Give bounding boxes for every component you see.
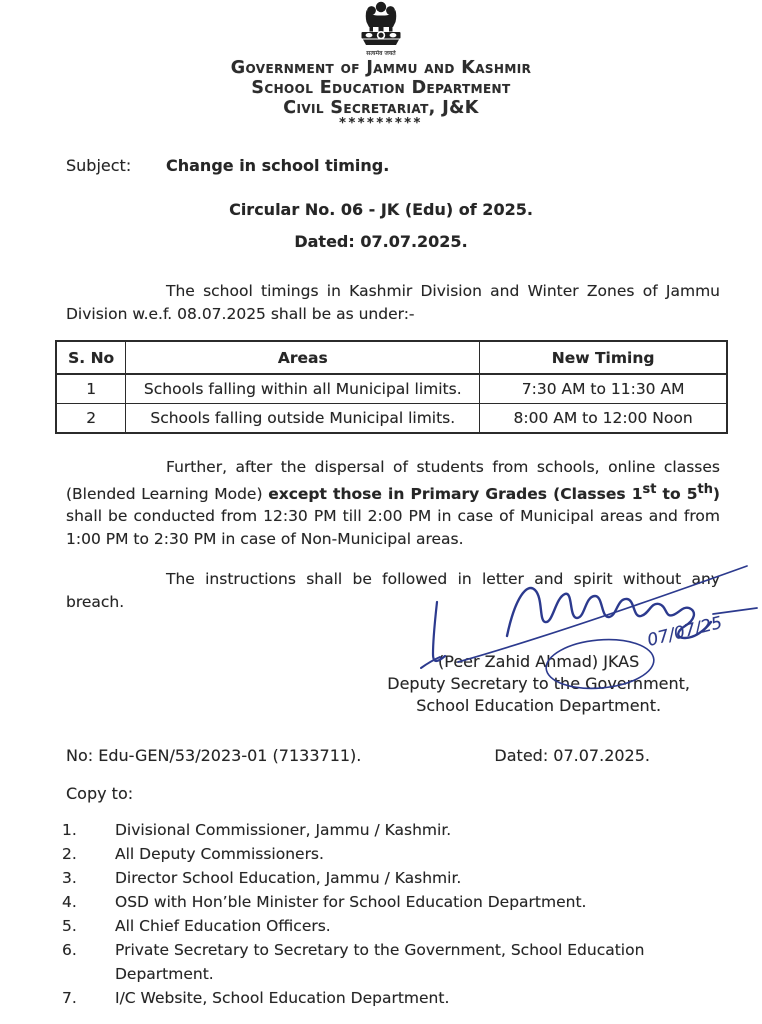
paragraph-school-timings: The school timings in Kashmir Division and Winter Zones of Jammu Division w.e.f. 08.07.2025 shall be as under:- [66,282,720,323]
timings-table-header-row [56,341,727,374]
letterhead [0,0,762,130]
letterhead-secretariat-line: Civil Secretariat, J&K [283,98,479,118]
timings-row1-sno: 1 [56,374,126,404]
reference-row [66,746,650,765]
timings-row2-sno: 2 [56,404,126,434]
list-item: 1. Divisional Commissioner, Jammu / Kashmir. [62,821,452,840]
copy-to-list [62,818,717,1010]
timings-row2-area: Schools falling outside Municipal limits. [126,404,480,434]
subject-row [66,156,722,175]
timings-table-header-new-timing: New Timing [480,341,727,374]
circular-number-line: Circular No. 06 - JK (Edu) of 2025. [229,200,533,219]
circular-date-line: Dated: 07.07.2025. [294,232,468,251]
para2-text: Further, after the dispersal of students from schools, online classes (Blended Learning Mode) [66,458,720,503]
list-item: 2. All Deputy Commissioners. [62,845,324,864]
signatory-department: School Education Department. [416,696,662,716]
list-item: 3. Director School Education, Jammu / Kashmir. [62,869,462,888]
subject-label: Subject: [66,156,132,175]
signature-block [387,651,690,717]
subject-value: Change in school timing. [166,156,390,175]
timings-row1-area: Schools falling within all Municipal limits. [126,374,480,404]
list-item: 7. I/C Website, School Education Department. [62,989,450,1008]
copy-to-label: Copy to: [66,784,134,804]
reference-number: No: Edu-GEN/53/2023-01 (7133711). [66,746,362,766]
letterhead-department-line: School Education Department [251,78,511,98]
list-item: 6. Private Secretary to Secretary to the Government, School Education Department. [62,941,645,984]
timings-row2-timing: 8:00 AM to 12:00 Noon [480,404,727,434]
timings-row1-timing: 7:30 AM to 11:30 AM [480,374,727,404]
timings-table-header-sno: S. No [56,341,126,374]
table-row [56,374,727,404]
paragraph-instructions: The instructions shall be followed in letter and spirit without any breach. [66,570,720,611]
letterhead-government-line: Government of Jammu and Kashmir [230,58,532,78]
timings-table [55,340,728,434]
para2-text-cont: shall be conducted from 12:30 PM till 2:00 PM in case of Municipal areas and from 1:00 PM to 2:30 PM in case of Non-Municipal areas. [66,507,720,548]
handwritten-signature-date: 07/07/25 [645,612,725,651]
timings-table-header-areas: Areas [126,341,480,374]
table-row [56,404,727,434]
letterhead-separator-stars: ********* [339,116,423,131]
list-item: 4. OSD with Hon’ble Minister for School Education Department. [62,893,587,912]
para2-bold-exception: except those in Primary Grades (Classes 1st to 5th) [268,481,720,503]
list-item: 5. All Chief Education Officers. [62,917,331,936]
paragraph-online-classes [66,456,720,550]
signatory-name: (Peer Zahid Ahmad) JKAS [438,652,640,672]
signatory-title: Deputy Secretary to the Government, [387,674,690,694]
ashoka-lion-capital-emblem [348,0,414,50]
reference-date: Dated: 07.07.2025. [494,746,650,766]
satyameva-jayate-motto: सत्यमेव जयते [366,50,396,57]
